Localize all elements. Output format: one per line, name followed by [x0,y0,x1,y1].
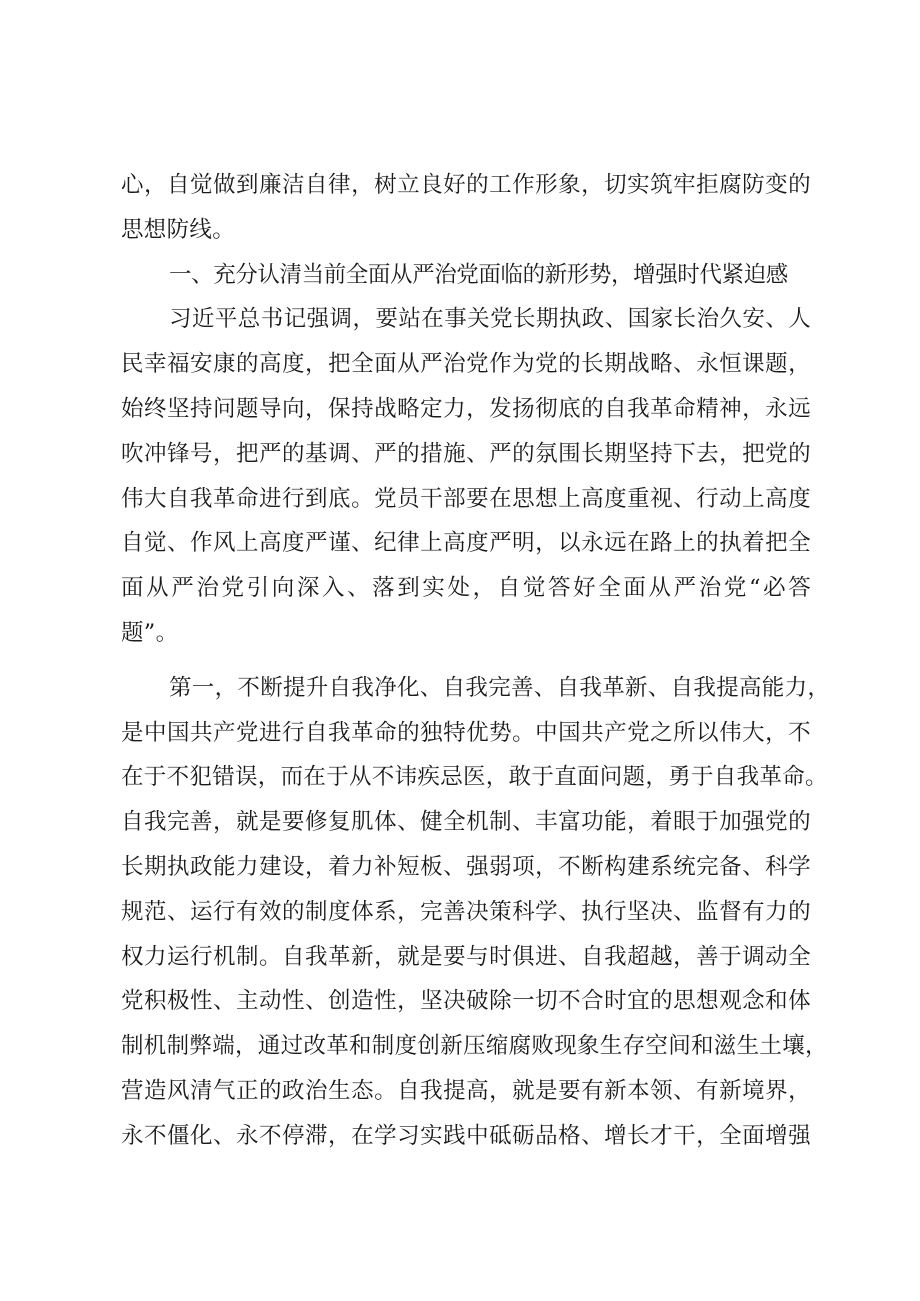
text-line: 永不僵化、永不停滞，在学习实践中砥砺品格、增长才干，全面增强 [121,1122,811,1149]
text-line: 伟大自我革命进行到底。党员干部要在思想上高度重视、行动上高度 [121,485,811,512]
text-line: 长期执政能力建设，着力补短板、强弱项，不断构建系统完备、科学 [121,853,811,880]
text-line: 心，自觉做到廉洁自律，树立良好的工作形象，切实筑牢拒腐防变的 [121,172,811,198]
text-line: 权力运行机制。自我革新，就是要与时俱进、自我超越，善于调动全 [121,943,811,970]
text-line: 始终坚持问题导向，保持战略定力，发扬彻底的自我革命精神，永远 [121,395,811,422]
document-body [121,163,831,1159]
paragraph-2 [121,666,831,1159]
text-line: 制机制弊端，通过改革和制度创新压缩腐败现象生存空间和滋生土壤， [121,1033,828,1060]
text-line: 题”。 [121,619,179,646]
text-line: 自觉、作风上高度严谨、纪律上高度严明，以永远在路上的执着把全 [121,530,811,557]
text-line: 第一，不断提升自我净化、自我完善、自我革新、自我提高能力， [169,674,831,701]
section-heading: 一、充分认清当前全面从严治党面临的新形势，增强时代紧迫感 [169,261,788,288]
paragraph-spacer [121,656,811,666]
text-line: 思想防线。 [121,216,236,243]
text-line: 习近平总书记强调，要站在事关党长期执政、国家长治久安、人 [169,306,811,333]
text-line: 是中国共产党进行自我革命的独特优势。中国共产党之所以伟大，不 [121,719,811,746]
continuation-paragraph [121,163,811,253]
text-line: 民幸福安康的高度，把全面从严治党作为党的长期战略、永恒课题， [121,351,811,378]
text-line: 面从严治党引向深入、落到实处，自觉答好全面从严治党“必答 [121,575,811,602]
text-line: 党积极性、主动性、创造性，坚决破除一切不合时宜的思想观念和体 [121,988,811,1015]
text-line: 吹冲锋号，把严的基调、严的措施、严的氛围长期坚持下去，把党的 [121,440,811,467]
text-line: 在于不犯错误，而在于从不讳疾忌医，敢于直面问题，勇于自我革命。 [121,764,828,791]
text-line: 自我完善，就是要修复肌体、健全机制、丰富功能，着眼于加强党的 [121,809,811,836]
text-line: 规范、运行有效的制度体系，完善决策科学、执行坚决、监督有力的 [121,898,811,925]
paragraph-1 [121,297,811,655]
text-line: 营造风清气正的政治生态。自我提高，就是要有新本领、有新境界， [121,1077,811,1104]
